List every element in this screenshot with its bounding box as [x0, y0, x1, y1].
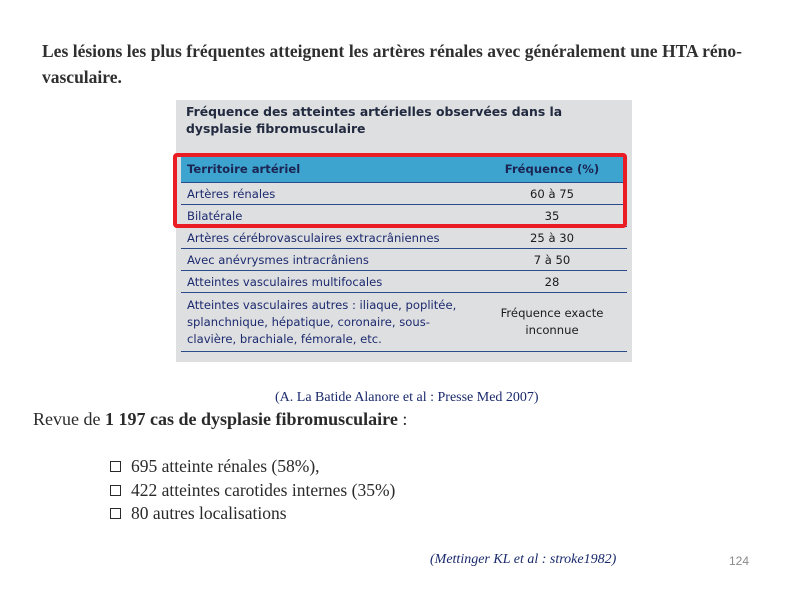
checkbox-icon	[110, 508, 121, 519]
bullet-list	[110, 455, 395, 526]
renal-highlight-box	[173, 153, 627, 228]
frequency-cell: 25 à 30	[477, 227, 627, 249]
table-citation: (A. La Batide Alanore et al : Presse Med 2007)	[275, 390, 539, 405]
territory-cell: Atteintes vasculaires autres : iliaque, poplitée, splanchnique, hépatique, coronaire, sous-clavière, brachiale, fémorale, etc.	[181, 293, 477, 352]
review-suffix: :	[397, 409, 408, 429]
frequency-cell: 35	[477, 205, 627, 227]
bullet-item	[110, 502, 395, 526]
intro-text: Les lésions les plus fréquentes atteignent les artères rénales avec généralement une HTA réno-vasculaire.	[42, 41, 742, 87]
review-emphasis: 1 197 cas de dysplasie fibromusculaire	[104, 409, 398, 429]
bullet-text: 80 autres localisations	[131, 503, 287, 523]
table-row	[181, 271, 627, 293]
bullet-item	[110, 455, 395, 479]
frequency-cell: 60 à 75	[477, 183, 627, 205]
frequency-cell: 28	[477, 271, 627, 293]
bullet-item	[110, 479, 395, 503]
table-title: Fréquence des atteintes artérielles observées dans la dysplasie fibromusculaire	[186, 104, 563, 136]
bullet-text: 695 atteinte rénales (58%),	[131, 456, 320, 476]
table-row	[181, 227, 627, 249]
header-frequency: Fréquence (%)	[477, 156, 627, 183]
study-reference: (Mettinger KL et al : stroke1982)	[430, 552, 617, 567]
review-summary	[33, 409, 407, 430]
checkbox-icon	[110, 485, 121, 496]
header-territory: Territoire artériel	[181, 156, 477, 183]
checkbox-icon	[110, 461, 121, 472]
territory-cell: Atteintes vasculaires multifocales	[181, 271, 477, 293]
territory-cell: Bilatérale	[181, 205, 477, 227]
territory-cell: Artères rénales	[181, 183, 477, 205]
slide-number: 124	[729, 554, 750, 568]
frequency-cell: Fréquence exacte inconnue	[477, 293, 627, 352]
table-row	[181, 249, 627, 271]
frequency-table-panel	[176, 100, 632, 362]
bullet-text: 422 atteintes carotides internes (35%)	[131, 479, 396, 500]
review-prefix: Revue de	[33, 409, 105, 429]
table-row	[181, 293, 627, 352]
territory-cell: Avec anévrysmes intracrâniens	[181, 249, 477, 271]
frequency-cell: 7 à 50	[477, 249, 627, 271]
territory-cell: Artères cérébrovasculaires extracrâniennes	[181, 227, 477, 249]
